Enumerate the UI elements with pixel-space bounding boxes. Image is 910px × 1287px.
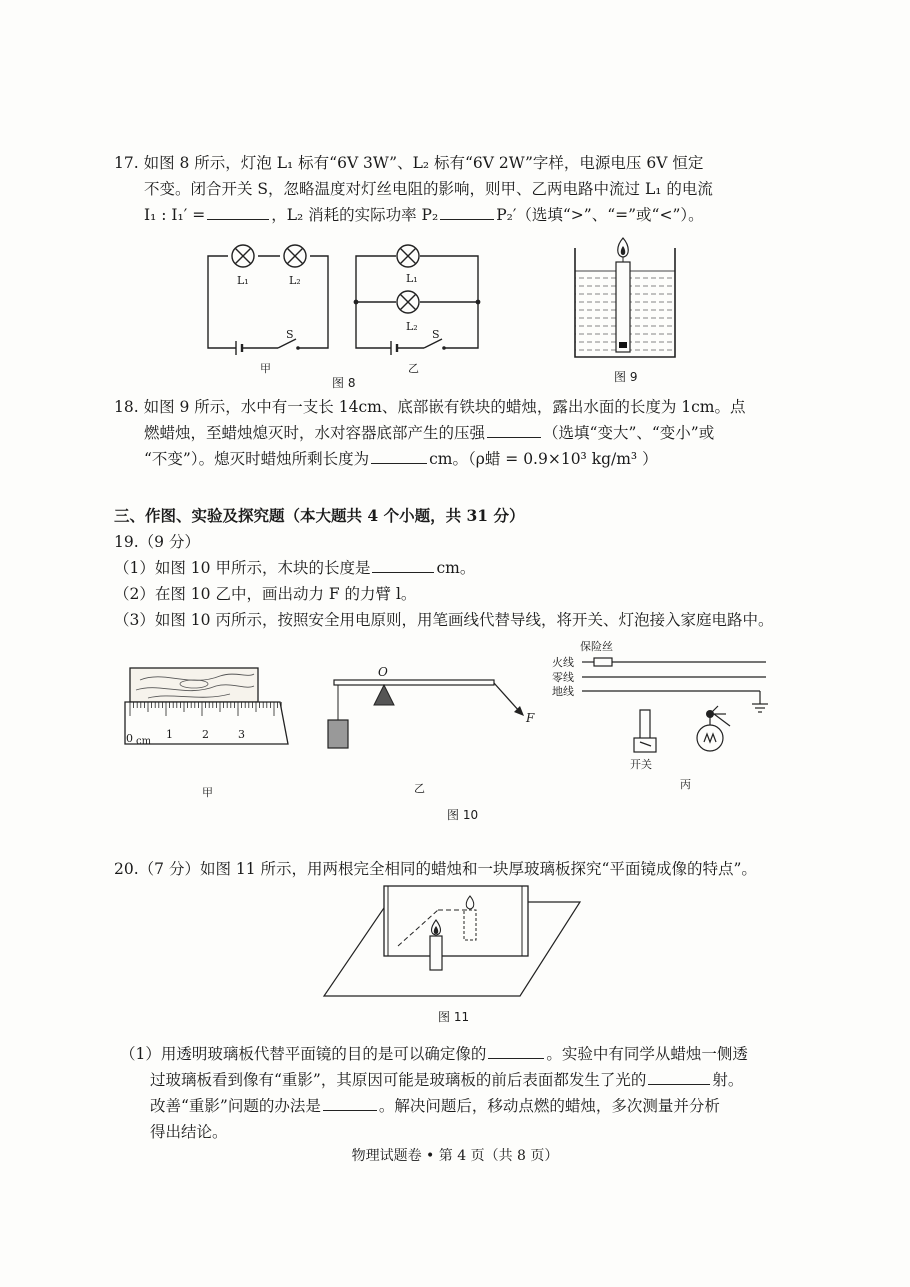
ruler-label-1: 1: [166, 728, 173, 741]
label-jia-fig10: 甲: [202, 786, 213, 798]
q19-part-3: （3）如图 10 丙所示，按照安全用电原则，用笔画线代替导线，将开关、灯泡接入家庭电路中。: [114, 611, 774, 629]
figure-10: [120, 638, 780, 798]
label-yi-fig10: 乙: [414, 782, 425, 795]
label-L1-jia: L₁: [237, 274, 249, 287]
q20-line-1: [120, 1041, 820, 1067]
q17-blank-ratio[interactable]: [207, 202, 269, 220]
lamp-L2-yi: [397, 291, 419, 313]
q17-blank-compare[interactable]: [440, 202, 494, 220]
label-S-yi: S: [432, 328, 440, 341]
wood-block: [130, 668, 258, 702]
q18-options: （选填“变大”、“变小”或: [543, 424, 715, 442]
q18-line-1: 18. 如图 9 所示，水中有一支长 14cm、底部嵌有铁块的蜡烛，露出水面的长度为 1cm。点: [114, 398, 746, 416]
q18-pressure-label: 燃蜡烛，至蜡烛熄灭时，水对容器底部产生的压强: [144, 424, 486, 442]
page-footer: 物理试题卷 • 第 4 页（共 8 页）: [351, 1148, 559, 1164]
q19-part-2: （2）在图 10 乙中，画出动力 F 的力臂 l。: [114, 585, 417, 603]
iron-block: [619, 342, 627, 348]
figure-11-mirror-setup: [318, 884, 588, 1004]
label-fuse: 保险丝: [580, 640, 613, 653]
figure-10-drawings: [120, 638, 780, 798]
ruler-label-2: 2: [202, 728, 209, 741]
switch-contact-jia: [296, 346, 300, 350]
candle: [616, 262, 630, 352]
q20-blank-reflection[interactable]: [648, 1067, 710, 1085]
circuit-jia: [208, 256, 328, 355]
q20-reflection-label: 过玻璃板看到像有“重影”，其原因可能是玻璃板的前后表面都发生了光的: [150, 1071, 647, 1089]
figure-9: [570, 234, 682, 364]
label-switch: 开关: [630, 758, 652, 771]
q19-part-1-unit: cm。: [436, 559, 476, 577]
q20-line-2: [120, 1067, 820, 1093]
label-L1-yi: L₁: [406, 272, 418, 285]
figure-8: [196, 238, 496, 388]
q18-blank-pressure[interactable]: [487, 420, 541, 438]
q19-part-1: [114, 555, 824, 581]
label-L2-yi: L₂: [406, 320, 418, 333]
q19-part-1-label: （1）如图 10 甲所示，木块的长度是: [114, 559, 371, 577]
lever: [328, 680, 524, 748]
bulb-socket: [706, 710, 714, 718]
q19-blank-length[interactable]: [372, 555, 434, 573]
q17-line-2: 不变。闭合开关 S，忽略温度对灯丝电阻的影响，则甲、乙两电路中流过 L₁ 的电流: [144, 180, 713, 198]
figure-8-circuits: [196, 238, 496, 388]
switch-contact-yi: [442, 346, 446, 350]
figure-10-caption: 图 10: [447, 808, 479, 822]
q18-line-2: [114, 420, 814, 446]
figure-8-caption: 图 8: [332, 376, 356, 390]
ruler-label-cm: cm: [136, 736, 152, 747]
q20-blank-purpose[interactable]: [488, 1041, 544, 1059]
q17-line-3: [114, 202, 814, 228]
figure-11-caption: 图 11: [438, 1010, 470, 1024]
label-L2-jia: L₂: [289, 274, 301, 287]
q18-length-label: “不变”）。熄灭时蜡烛所剩长度为: [144, 450, 370, 468]
question-17: [114, 150, 814, 228]
q20-line-1-tail: 。实验中有同学从蜡烛一侧透: [546, 1045, 748, 1063]
label-O: O: [378, 665, 388, 679]
question-18: [114, 394, 814, 472]
q20-fix-label: 改善“重影”问题的办法是: [150, 1097, 321, 1115]
lamp-L1-yi: [397, 245, 419, 267]
label-F: F: [526, 711, 535, 725]
q19-head: 19.（9 分）: [114, 533, 200, 551]
q17-line-1: 17. 如图 8 所示，灯泡 L₁ 标有“6V 3W”、L₂ 标有“6V 2W”字样，电源电压 6V 恒定: [114, 154, 704, 172]
glass-plate: [384, 886, 528, 956]
junction-left-yi: [354, 300, 359, 305]
label-neutral-wire: 零线: [552, 671, 574, 684]
q17-power-label: ，L₂ 消耗的实际功率 P₂: [271, 206, 439, 224]
label-ground-wire: 地线: [552, 685, 574, 698]
q17-options: P₂′（选填“>”、“=”或“<”）。: [496, 206, 704, 224]
figure-9-caption: 图 9: [614, 370, 638, 384]
question-20-part-1: [120, 1041, 820, 1145]
q20-line-2-tail: 射。: [712, 1071, 744, 1089]
ruler-label-0: 0: [126, 732, 133, 745]
lamp-L2-jia: [284, 245, 306, 267]
question-20-head: 20.（7 分）如图 11 所示，用两根完全相同的蜡烛和一块厚玻璃板探究“平面镜成像的特点”。: [114, 860, 757, 878]
q20-line-3-tail: 。解决问题后，移动点燃的蜡烛，多次测量并分析: [378, 1097, 720, 1115]
q18-line-3: [114, 446, 814, 472]
figure-9-container: [570, 234, 682, 364]
q18-blank-length[interactable]: [371, 446, 427, 464]
question-19: [114, 529, 824, 633]
light-bulb: [697, 725, 723, 751]
figure-11: [318, 884, 588, 1004]
section-3-title: 三、作图、实验及探究题（本大题共 4 个小题，共 31 分）: [114, 506, 525, 525]
q20-line-3: [120, 1093, 820, 1119]
q20-purpose-label: （1）用透明玻璃板代替平面镜的目的是可以确定像的: [120, 1045, 487, 1063]
lit-candle: [430, 920, 442, 970]
q17-ratio-label: I₁ : I₁′ =: [144, 206, 206, 224]
q20-line-4: 得出结论。: [150, 1123, 228, 1141]
q20-blank-fix[interactable]: [323, 1093, 377, 1111]
label-bing-fig10: 丙: [680, 778, 691, 791]
lamp-L1-jia: [232, 245, 254, 267]
label-S-jia: S: [286, 328, 294, 341]
household-circuit: [582, 658, 768, 752]
label-live-wire: 火线: [552, 656, 574, 669]
label-yi-fig8: 乙: [408, 362, 419, 375]
ruler-label-3: 3: [238, 728, 245, 741]
label-jia-fig8: 甲: [260, 362, 271, 375]
q18-density-note: cm。（ρ蜡 = 0.9×10³ kg/m³ ）: [429, 450, 658, 468]
junction-right-yi: [476, 300, 481, 305]
